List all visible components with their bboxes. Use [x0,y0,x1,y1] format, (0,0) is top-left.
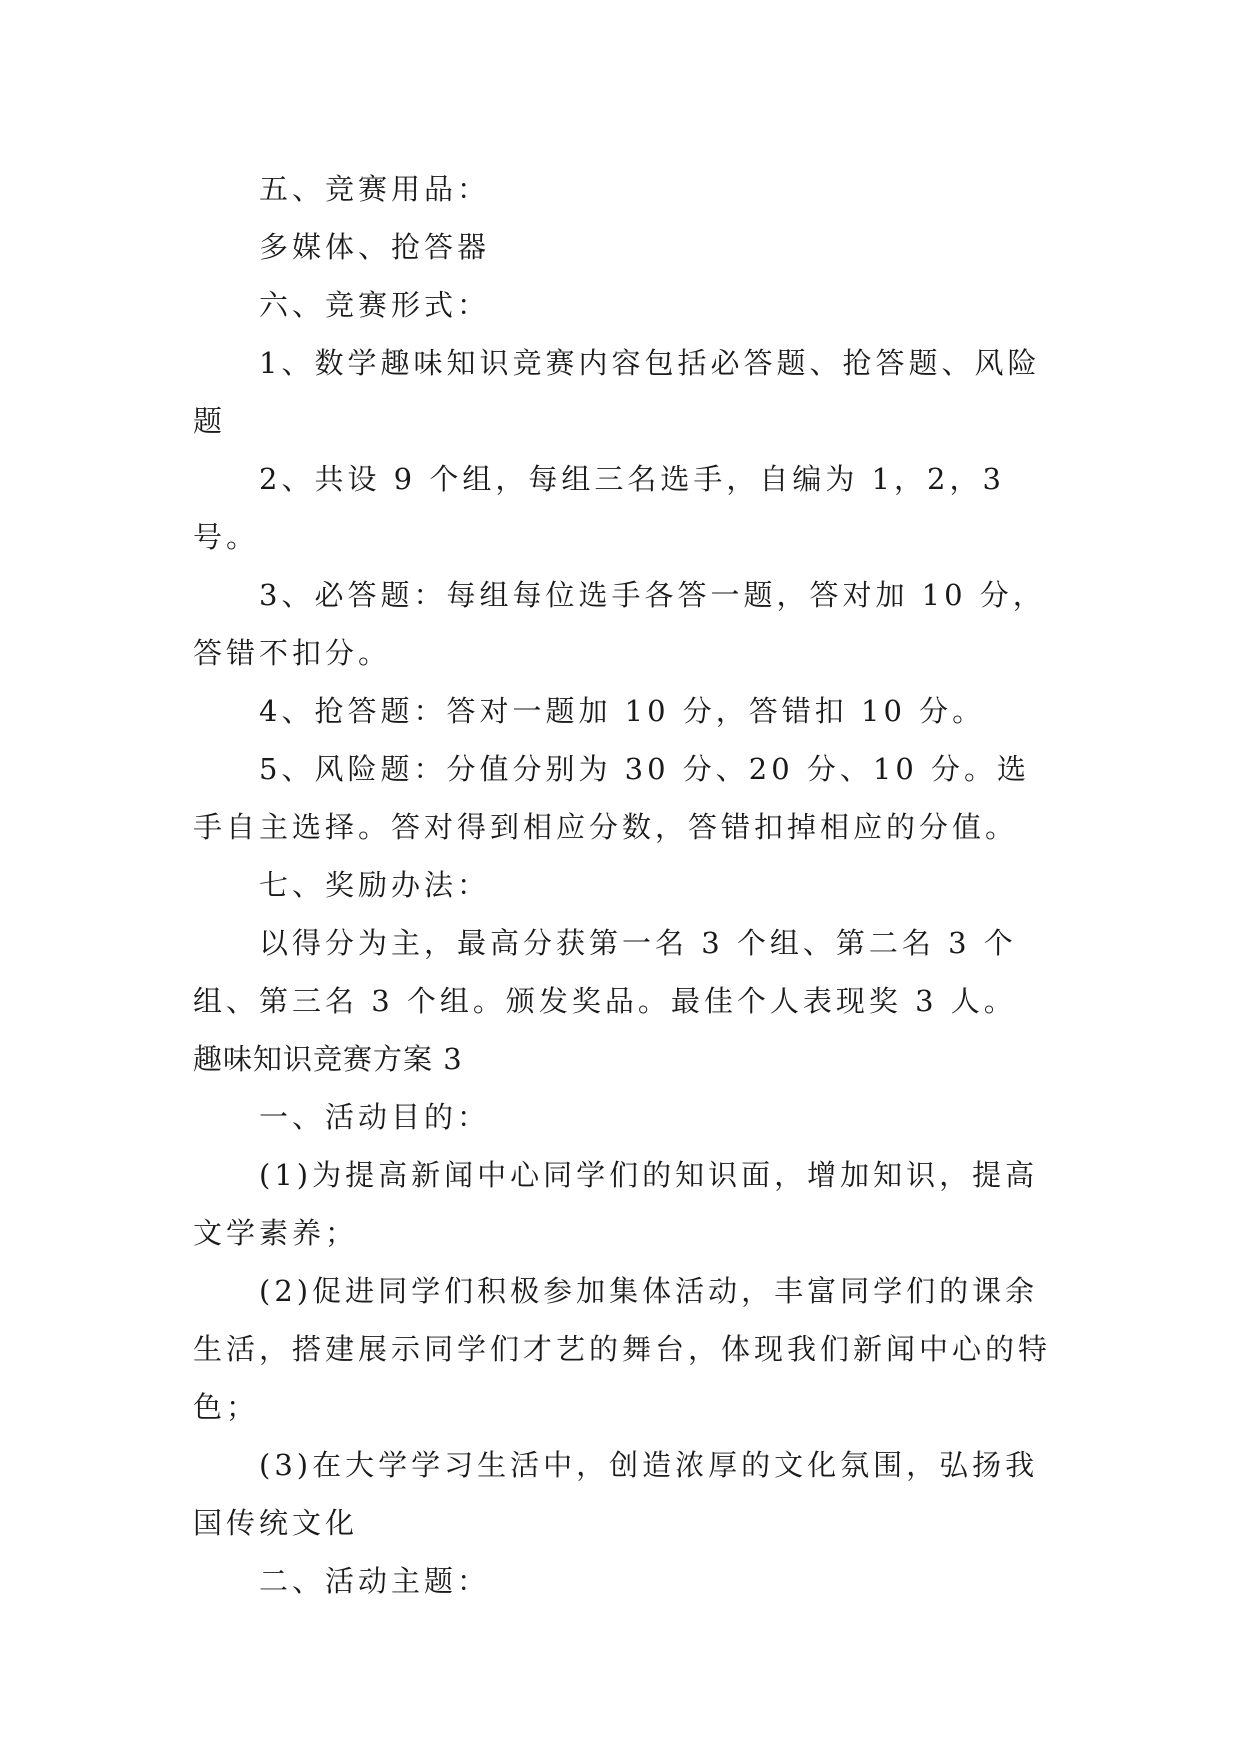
paragraph-format-2: 2、共设 9 个组，每组三名选手，自编为 1，2，3 号。 [193,462,1005,554]
paragraph-format-1: 1、数学趣味知识竞赛内容包括必答题、抢答题、风险题 [193,346,1041,438]
section-heading-theme: 二、活动主题： [259,1564,491,1598]
paragraph-purpose-3: (3)在大学学习生活中，创造浓厚的文化氛围，弘扬我国传统文化 [193,1448,1039,1540]
document-body [193,160,1053,1610]
paragraph-format-3: 3、必答题：每组每位选手各答一题，答对加 10 分，答错不扣分。 [193,578,1046,670]
section-heading-format: 六、竞赛形式： [259,288,491,322]
paragraph-purpose-1: (1)为提高新闻中心同学们的知识面，增加知识，提高文学素养； [193,1158,1039,1250]
paragraph-format-5: 5、风险题：分值分别为 30 分、20 分、10 分。选手自主选择。答对得到相应分数，答错扣掉相应的分值。 [193,752,1031,844]
paragraph-rewards: 以得分为主，最高分获第一名 3 个组、第二名 3 个组、第三名 3 个组。颁发奖品。最佳个人表现奖 3 人。 [193,926,1017,1018]
paragraph-supplies: 多媒体、抢答器 [259,230,491,264]
paragraph-format-4: 4、抢答题：答对一题加 10 分，答错扣 10 分。 [259,694,986,728]
plan-title: 趣味知识竞赛方案 3 [193,1042,463,1076]
section-heading-rewards: 七、奖励办法： [259,868,491,902]
section-heading-supplies: 五、竞赛用品： [259,172,491,206]
section-heading-purpose: 一、活动目的： [259,1100,491,1134]
paragraph-purpose-2: (2)促进同学们积极参加集体活动，丰富同学们的课余生活，搭建展示同学们才艺的舞台，体现我们新闻中心的特色； [193,1274,1052,1424]
